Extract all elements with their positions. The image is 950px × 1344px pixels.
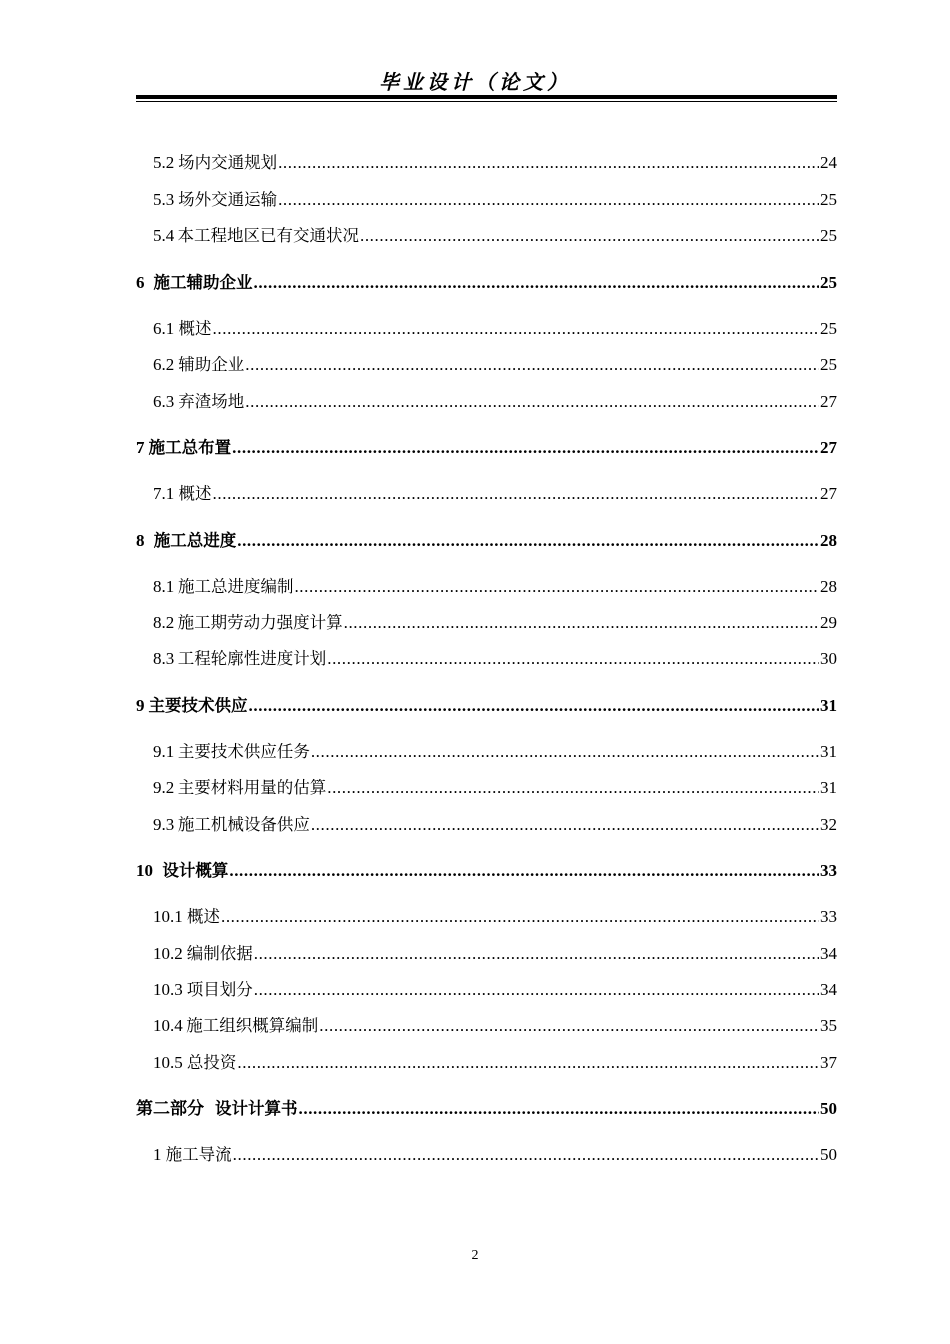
toc-entry-label: 总投资 xyxy=(186,1053,237,1072)
toc-entry-number: 7 xyxy=(136,438,145,457)
toc-entry-label: 场内交通规划 xyxy=(178,153,278,172)
toc-entry-page: 33 xyxy=(820,861,837,880)
toc-entry-page: 30 xyxy=(820,649,837,668)
toc-dot-leader xyxy=(299,1096,820,1122)
page-number: 2 xyxy=(471,1248,479,1263)
toc-entry-label: 概述 xyxy=(178,319,212,338)
toc-dot-leader xyxy=(311,739,819,765)
toc-entry-label: 概述 xyxy=(186,907,220,926)
toc-dot-leader xyxy=(249,693,819,719)
toc-entry-number: 8.3 xyxy=(153,649,175,668)
toc-entry-number: 9.3 xyxy=(153,815,175,834)
toc-entry-number: 10 xyxy=(136,861,153,880)
toc-entry-number: 9.2 xyxy=(153,778,175,797)
toc-entry[interactable] xyxy=(136,150,837,176)
toc-entry-page: 32 xyxy=(820,815,837,834)
toc-dot-leader xyxy=(311,812,819,838)
toc-entry-page: 34 xyxy=(820,980,837,999)
toc-dot-leader xyxy=(254,941,819,967)
toc-dot-leader xyxy=(233,1142,819,1168)
toc-entry[interactable] xyxy=(136,316,837,342)
toc-entry[interactable] xyxy=(136,610,837,636)
toc-dot-leader xyxy=(245,352,819,378)
toc-entry[interactable] xyxy=(136,481,837,507)
toc-entry-page: 25 xyxy=(820,355,837,374)
toc-dot-leader xyxy=(229,858,819,884)
page-header-title: 毕业设计（论文） xyxy=(379,70,571,94)
toc-dot-leader xyxy=(213,316,819,342)
toc-dot-leader xyxy=(327,775,819,801)
toc-entry-label: 主要技术供应 xyxy=(148,696,248,715)
toc-entry-label: 辅助企业 xyxy=(178,355,245,374)
toc-dot-leader xyxy=(245,389,819,415)
toc-entry-page: 28 xyxy=(820,577,837,596)
toc-entry[interactable] xyxy=(136,977,837,1003)
toc-entry[interactable] xyxy=(136,1096,837,1122)
toc-entry-page: 25 xyxy=(820,319,837,338)
toc-entry[interactable] xyxy=(136,904,837,930)
toc-entry[interactable] xyxy=(136,1142,837,1168)
toc-entry-label: 概述 xyxy=(178,484,212,503)
toc-entry-page: 28 xyxy=(820,531,837,550)
toc-entry-label: 施工辅助企业 xyxy=(153,273,253,292)
toc-entry-label: 施工机械设备供应 xyxy=(177,815,310,834)
toc-entry-number: 6.1 xyxy=(153,319,175,338)
toc-entry-number: 1 xyxy=(153,1145,162,1164)
toc-entry[interactable] xyxy=(136,646,837,672)
toc-entry[interactable] xyxy=(136,270,837,296)
toc-entry-label: 场外交通运输 xyxy=(178,190,278,209)
toc-entry-number: 6.2 xyxy=(153,355,175,374)
toc-entry-label: 施工总进度 xyxy=(153,531,237,550)
toc-dot-leader xyxy=(327,646,819,672)
toc-entry-page: 29 xyxy=(820,613,837,632)
toc-entry[interactable] xyxy=(136,435,837,461)
toc-entry-label: 工程轮廓性进度计划 xyxy=(177,649,327,668)
toc-entry[interactable] xyxy=(136,858,837,884)
toc-entry[interactable] xyxy=(136,187,837,213)
toc-entry-label: 项目划分 xyxy=(186,980,253,999)
toc-entry-number: 9.1 xyxy=(153,742,175,761)
toc-entry-label: 弃渣场地 xyxy=(178,392,245,411)
toc-entry-number: 9 xyxy=(136,696,145,715)
toc-dot-leader xyxy=(232,435,819,461)
toc-entry-page: 31 xyxy=(820,696,837,715)
toc-dot-leader xyxy=(344,610,819,636)
toc-entry-page: 33 xyxy=(820,907,837,926)
toc-entry-label: 施工期劳动力强度计算 xyxy=(177,613,343,632)
toc-entry-number: 5.2 xyxy=(153,153,175,172)
toc-entry-number: 8 xyxy=(136,531,145,550)
toc-entry-number: 6 xyxy=(136,273,145,292)
toc-entry-number: 6.3 xyxy=(153,392,175,411)
toc-entry-label: 主要材料用量的估算 xyxy=(177,778,327,797)
toc-entry-label: 设计计算书 xyxy=(215,1099,298,1118)
toc-entry-label: 编制依据 xyxy=(186,944,253,963)
toc-entry[interactable] xyxy=(136,1050,837,1076)
toc-entry-number: 10.3 xyxy=(153,980,183,999)
toc-entry-page: 25 xyxy=(820,226,837,245)
toc-dot-leader xyxy=(213,481,819,507)
toc-entry-page: 37 xyxy=(820,1053,837,1072)
toc-entry-page: 50 xyxy=(820,1145,837,1164)
toc-dot-leader xyxy=(253,270,819,296)
toc-entry-number: 7.1 xyxy=(153,484,175,503)
toc-entry[interactable] xyxy=(136,352,837,378)
toc-dot-leader xyxy=(360,223,819,249)
toc-entry-label: 施工总布置 xyxy=(148,438,232,457)
toc-dot-leader xyxy=(237,528,819,554)
toc-entry-page: 31 xyxy=(820,742,837,761)
toc-entry-number: 5.3 xyxy=(153,190,175,209)
toc-entry-page: 25 xyxy=(820,190,837,209)
toc-entry-label: 设计概算 xyxy=(162,861,229,880)
toc-entry-number: 8.2 xyxy=(153,613,175,632)
toc-entry[interactable] xyxy=(136,739,837,765)
toc-entry[interactable] xyxy=(136,693,837,719)
toc-entry-page: 27 xyxy=(820,438,837,457)
toc-dot-leader xyxy=(237,1050,819,1076)
toc-entry-page: 24 xyxy=(820,153,837,172)
toc-entry-page: 27 xyxy=(820,392,837,411)
toc-entry-page: 25 xyxy=(820,273,837,292)
toc-dot-leader xyxy=(319,1013,819,1039)
toc-dot-leader xyxy=(294,574,819,600)
toc-entry-page: 50 xyxy=(820,1099,837,1118)
toc-entry[interactable] xyxy=(136,528,837,554)
toc-entry-page: 27 xyxy=(820,484,837,503)
toc-entry[interactable] xyxy=(136,223,837,249)
toc-entry[interactable] xyxy=(136,812,837,838)
toc-entry-label: 施工导流 xyxy=(165,1145,232,1164)
toc-entry-number: 10.2 xyxy=(153,944,183,963)
toc-entry-label: 本工程地区已有交通状况 xyxy=(177,226,359,245)
toc-entry-number: 第二部分 xyxy=(136,1099,204,1118)
toc-entry[interactable] xyxy=(136,775,837,801)
toc-dot-leader xyxy=(254,977,819,1003)
toc-entry-label: 主要技术供应任务 xyxy=(177,742,310,761)
toc-dot-leader xyxy=(221,904,819,930)
header-rule-thin xyxy=(136,101,837,102)
toc-entry[interactable] xyxy=(136,574,837,600)
toc-entry-number: 8.1 xyxy=(153,577,175,596)
toc-entry-number: 10.5 xyxy=(153,1053,183,1072)
toc-entry-number: 10.1 xyxy=(153,907,183,926)
toc-entry-label: 施工组织概算编制 xyxy=(186,1016,319,1035)
toc-entry-number: 5.4 xyxy=(153,226,175,245)
toc-entry-page: 35 xyxy=(820,1016,837,1035)
header-rule-thick xyxy=(136,95,837,99)
toc-entry-page: 34 xyxy=(820,944,837,963)
toc-entry-page: 31 xyxy=(820,778,837,797)
toc-entry[interactable] xyxy=(136,389,837,415)
toc-entry-label: 施工总进度编制 xyxy=(177,577,294,596)
toc-dot-leader xyxy=(278,187,819,213)
toc-entry[interactable] xyxy=(136,1013,837,1039)
toc-dot-leader xyxy=(278,150,819,176)
toc-entry-number: 10.4 xyxy=(153,1016,183,1035)
toc-entry[interactable] xyxy=(136,941,837,967)
